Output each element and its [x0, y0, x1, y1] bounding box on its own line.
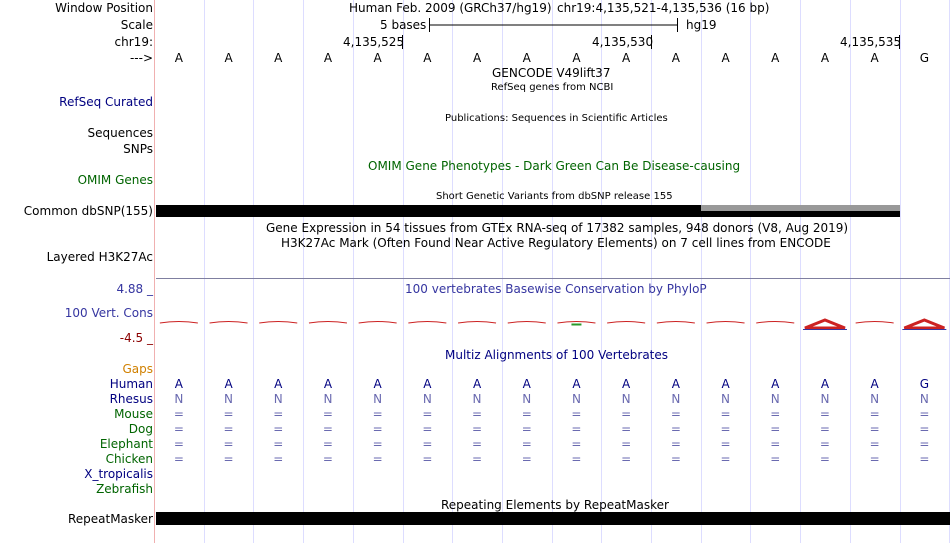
alignment-base: N: [721, 392, 731, 406]
alignment-base: =: [919, 407, 930, 421]
h3k27ac-track-desc: H3K27Ac Mark (Often Found Near Active Regulatory Elements) on 7 cell lines from ENCODE: [281, 236, 831, 250]
alignment-base: =: [521, 437, 532, 451]
alignment-base: =: [322, 452, 333, 466]
alignment-base: =: [372, 452, 383, 466]
alignment-base: A: [771, 377, 780, 391]
alignment-base: =: [621, 452, 632, 466]
alignment-base: N: [571, 392, 581, 406]
alignment-base: =: [621, 407, 632, 421]
phylop-dash: [657, 322, 695, 324]
alignment-base: =: [521, 407, 532, 421]
window-position-label: Window Position: [55, 1, 153, 15]
phylop-dash: [160, 322, 198, 324]
alignment-base: =: [670, 422, 681, 436]
alignment-base: =: [869, 422, 880, 436]
alignment-base: =: [869, 452, 880, 466]
alignment-base: N: [522, 392, 532, 406]
alignment-base: =: [819, 437, 830, 451]
alignment-base: =: [472, 422, 483, 436]
h3k27ac-track-label[interactable]: Layered H3K27Ac: [46, 250, 153, 264]
alignment-base: =: [472, 437, 483, 451]
alignment-base: N: [919, 392, 929, 406]
alignment-base: N: [472, 392, 482, 406]
alignment-base: A: [224, 377, 233, 391]
reference-base: A: [274, 51, 283, 65]
species-label-zebrafish[interactable]: Zebrafish: [96, 482, 153, 496]
multiz-track-desc: Multiz Alignments of 100 Vertebrates: [445, 348, 669, 362]
alignment-base: =: [919, 422, 930, 436]
species-label-rhesus[interactable]: Rhesus: [109, 392, 153, 406]
alignment-base: =: [621, 422, 632, 436]
phylop-dash: [756, 322, 794, 324]
alignment-base: =: [670, 452, 681, 466]
alignment-base: =: [372, 407, 383, 421]
reference-base: A: [522, 51, 531, 65]
alignment-base: =: [173, 452, 184, 466]
alignment-base: =: [869, 407, 880, 421]
alignment-base: =: [770, 437, 781, 451]
alignment-base: =: [869, 437, 880, 451]
alignment-base: =: [223, 407, 234, 421]
repeatmasker-track-label[interactable]: RepeatMasker: [67, 512, 153, 526]
scale-label: Scale: [120, 18, 153, 32]
cons-max-label: 4.88 _: [116, 282, 153, 296]
ruler-tick-label: 4,135,525: [343, 35, 405, 49]
phylop-dash: [408, 322, 446, 324]
species-label-x_tropicalis[interactable]: X_tropicalis: [84, 467, 153, 481]
reference-base: A: [472, 51, 482, 65]
phylop-dash: [607, 322, 645, 324]
phylop-peak: [805, 320, 845, 328]
alignment-base: =: [770, 452, 781, 466]
phylop-dash: [210, 322, 248, 324]
reference-base: A: [373, 51, 382, 65]
publications-track-desc: Publications: Sequences in Scientific Articles: [445, 113, 668, 124]
alignment-base: =: [621, 437, 632, 451]
alignment-base: =: [273, 407, 284, 421]
phylop-dash: [508, 322, 546, 324]
alignment-base: =: [223, 452, 234, 466]
alignment-base: N: [273, 392, 283, 406]
species-label-chicken[interactable]: Chicken: [105, 452, 153, 466]
species-label-dog[interactable]: Dog: [128, 422, 153, 436]
ruler-scale-text: 5 bases: [380, 18, 427, 32]
alignment-base: =: [273, 437, 284, 451]
alignment-base: N: [224, 392, 234, 406]
reference-base: A: [721, 51, 730, 65]
alignment-base: =: [919, 437, 930, 451]
alignment-base: A: [274, 377, 283, 391]
ruler-assembly: Human Feb. 2009 (GRCh37/hg19): [349, 1, 552, 15]
alignment-base: =: [521, 452, 532, 466]
alignment-base: A: [323, 377, 333, 391]
alignment-base: =: [720, 437, 731, 451]
alignment-base: N: [671, 392, 681, 406]
alignment-base: =: [173, 422, 184, 436]
reference-base: A: [174, 51, 183, 65]
alignment-base: A: [174, 377, 183, 391]
alignment-base: A: [472, 377, 482, 391]
alignment-base: =: [571, 422, 582, 436]
ruler-tick-label: 4,135,530: [592, 35, 654, 49]
repeatmasker-bar[interactable]: [156, 512, 950, 525]
track-separator: [156, 278, 950, 279]
phylop-peak: [904, 320, 944, 328]
gencode-track-title[interactable]: GENCODE V49lift37: [492, 66, 611, 80]
alignment-base: =: [720, 407, 731, 421]
alignment-base: =: [819, 407, 830, 421]
reference-base: A: [622, 51, 631, 65]
phylop-dash: [359, 322, 397, 324]
alignment-base: N: [174, 392, 184, 406]
omim-track-desc: OMIM Gene Phenotypes - Dark Green Can Be Disease-causing: [368, 159, 741, 173]
alignment-base: =: [770, 422, 781, 436]
reference-base: A: [671, 51, 680, 65]
cons-min-label: -4.5 _: [119, 331, 153, 345]
alignment-base: =: [372, 422, 383, 436]
alignment-base: A: [423, 377, 432, 391]
dbsnp-track-label[interactable]: Common dbSNP(155): [23, 204, 153, 218]
alignment-base: N: [422, 392, 432, 406]
alignment-base: =: [720, 422, 731, 436]
alignment-base: =: [422, 422, 433, 436]
alignment-base: A: [522, 377, 531, 391]
ruler-db: hg19: [686, 18, 717, 32]
ruler-tick-label: 4,135,535: [840, 35, 902, 49]
alignment-base: =: [571, 407, 582, 421]
alignment-base: =: [472, 452, 483, 466]
omim-track-label[interactable]: OMIM Genes: [77, 173, 153, 187]
repeat-track-desc: Repeating Elements by RepeatMasker: [441, 498, 669, 512]
phylop-dash: [458, 322, 496, 324]
alignment-base: N: [820, 392, 830, 406]
alignment-base: =: [322, 407, 333, 421]
phylop-dash: [856, 322, 894, 324]
alignment-base: =: [819, 452, 830, 466]
reference-base: A: [572, 51, 581, 65]
alignment-base: A: [721, 377, 730, 391]
alignment-base: N: [621, 392, 631, 406]
alignment-base: =: [372, 437, 383, 451]
alignment-base: A: [870, 377, 879, 391]
species-label-elephant[interactable]: Elephant: [99, 437, 153, 451]
alignment-base: =: [571, 452, 582, 466]
alignment-base: =: [223, 422, 234, 436]
snps-track-label[interactable]: SNPs: [123, 142, 153, 156]
alignment-base: =: [173, 407, 184, 421]
alignment-base: =: [521, 422, 532, 436]
reference-base: A: [870, 51, 879, 65]
alignment-base: =: [422, 452, 433, 466]
alignment-base: =: [670, 407, 681, 421]
alignment-base: =: [472, 407, 483, 421]
alignment-base: =: [422, 407, 433, 421]
phylop-dash: [309, 322, 347, 324]
ruler-ticks: [400, 35, 910, 49]
alignment-base: =: [422, 437, 433, 451]
alignment-base: A: [622, 377, 631, 391]
alignment-base: N: [770, 392, 780, 406]
reference-base: A: [771, 51, 780, 65]
alignment-base: N: [373, 392, 383, 406]
alignment-base: =: [720, 452, 731, 466]
reference-base: A: [224, 51, 233, 65]
sequences-track-label[interactable]: Sequences: [87, 126, 153, 140]
gaps-track-label[interactable]: Gaps: [122, 362, 153, 376]
alignment-base: A: [820, 377, 830, 391]
phylop-dash: [259, 322, 297, 324]
phylop-dash: [557, 322, 595, 324]
cons-track-label[interactable]: 100 Vert. Cons: [64, 306, 153, 320]
alignment-base: =: [919, 452, 930, 466]
alignment-base: =: [273, 422, 284, 436]
alignment-base: =: [322, 422, 333, 436]
alignment-base: A: [572, 377, 581, 391]
ruler-position: chr19:4,135,521-4,135,536 (16 bp): [557, 1, 770, 15]
alignment-base: =: [173, 437, 184, 451]
refseq-track-label[interactable]: RefSeq Curated: [59, 95, 153, 109]
reference-base: A: [423, 51, 432, 65]
phylop-track-desc: 100 vertebrates Basewise Conservation by PhyloP: [405, 282, 707, 296]
alignment-base: G: [919, 377, 929, 391]
reference-base: G: [919, 51, 929, 65]
phylop-dash: [707, 322, 745, 324]
phylop-conservation-graph[interactable]: [155, 300, 950, 340]
refseq-track-desc: RefSeq genes from NCBI: [491, 82, 614, 93]
alignment-base: A: [671, 377, 680, 391]
alignment-base: =: [670, 437, 681, 451]
reference-base: A: [323, 51, 333, 65]
alignment-base: =: [571, 437, 582, 451]
dbsnp-variant-bar-alt[interactable]: [701, 205, 900, 211]
alignment-base: =: [770, 407, 781, 421]
alignment-base: =: [223, 437, 234, 451]
alignment-base: A: [373, 377, 382, 391]
alignment-base: =: [819, 422, 830, 436]
species-label-human[interactable]: Human: [109, 377, 153, 391]
alignment-base: N: [870, 392, 880, 406]
gtex-track-desc: Gene Expression in 54 tissues from GTEx RNA-seq of 17382 samples, 948 donors (V8, Aug 2019): [266, 221, 849, 235]
dbsnp-track-desc: Short Genetic Variants from dbSNP release 155: [436, 191, 673, 202]
reference-base: A: [820, 51, 830, 65]
chrom-label: chr19:: [114, 35, 153, 49]
species-label-mouse[interactable]: Mouse: [114, 407, 153, 421]
scale-bar: [428, 16, 682, 34]
alignment-base: =: [273, 452, 284, 466]
strand-label[interactable]: --->: [129, 51, 153, 65]
alignment-base: N: [323, 392, 333, 406]
alignment-base: =: [322, 437, 333, 451]
